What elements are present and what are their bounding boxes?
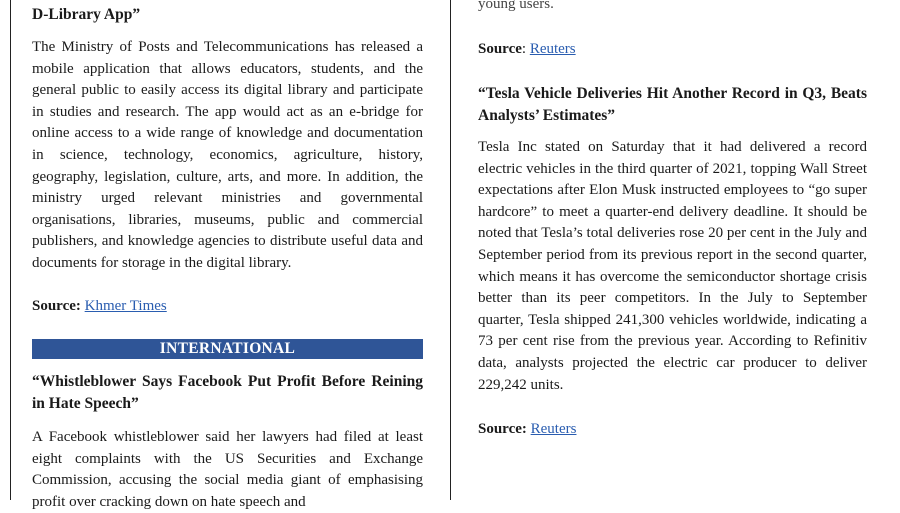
source-label: Source: <box>32 298 81 314</box>
source-label: Source: <box>478 421 527 437</box>
article-body-text: A Facebook whistleblower said her lawyers had filed at least eight complaints with the US Securities and Exchange Commission, accusing the social media giant of emphasising profit over cracking down on hate speech and <box>32 429 423 510</box>
article-body-tesla <box>478 137 867 396</box>
source-link-reuters[interactable]: Reuters <box>529 41 576 57</box>
article-title-text: “Tesla Vehicle Deliveries Hit Another Record in Q3, Beats Analysts’ Estimates” <box>478 85 867 124</box>
previous-article-fragment <box>478 0 867 16</box>
article-title-text: “Whistleblower Says Facebook Put Profit Before Reining in Hate Speech” <box>32 373 423 412</box>
source-line-reuters-1 <box>478 39 867 60</box>
source-separator: : <box>521 41 530 57</box>
source-link-reuters[interactable]: Reuters <box>530 421 577 437</box>
article-title-facebook <box>32 371 423 414</box>
source-link-khmer-times[interactable]: Khmer Times <box>84 298 167 314</box>
source-label: Source <box>478 41 522 57</box>
article-body-facebook <box>32 427 423 513</box>
right-column <box>478 0 867 500</box>
article-title-text: D-Library App” <box>32 6 141 23</box>
article-body-text: Tesla Inc stated on Saturday that it had delivered a record electric vehicles in the third quarter of 2021, topping Wall Street expectations after Elon Musk instructed employees to “go super hardcore” to meet a quarter-end delivery deadline. It should be noted that Tesla’s total deliveries rose 20 per cent in the July and September period from its previous report in the second quarter, which means it has overcome the semiconductor shortage crisis better than its peer competitors. In the July to September quarter, Tesla shipped 241,300 vehicles worldwide, indicating a 73 per cent rise from the previous year. According to Refinitiv data, analysts projected the electric car producer to deliver 229,242 units. <box>478 139 867 393</box>
section-banner-international: INTERNATIONAL <box>32 339 423 359</box>
source-line-reuters-2 <box>478 419 867 440</box>
fragment-text: young users. <box>478 0 554 12</box>
article-title-dlibrary <box>32 4 423 26</box>
article-body-text: The Ministry of Posts and Telecommunications has released a mobile application that allows educators, students, and the general public to easily access its digital library and participate in studies and research. The app would act as an e-bridge for online access to a wide range of knowledge and documentation in science, technology, economics, agriculture, history, geography, legislation, culture, arts, and more. In addition, the ministry urged relevant ministries and governmental organisations, libraries, museums, public and commercial publishers, and knowledge agencies to distribute useful data and documents for storage in the digital library. <box>32 39 423 271</box>
article-title-tesla <box>478 83 867 126</box>
left-column <box>32 0 423 510</box>
column-divider <box>450 0 451 500</box>
source-line-khmer-times <box>32 296 423 317</box>
left-column-rule <box>10 0 11 500</box>
article-body-dlibrary <box>32 37 423 275</box>
